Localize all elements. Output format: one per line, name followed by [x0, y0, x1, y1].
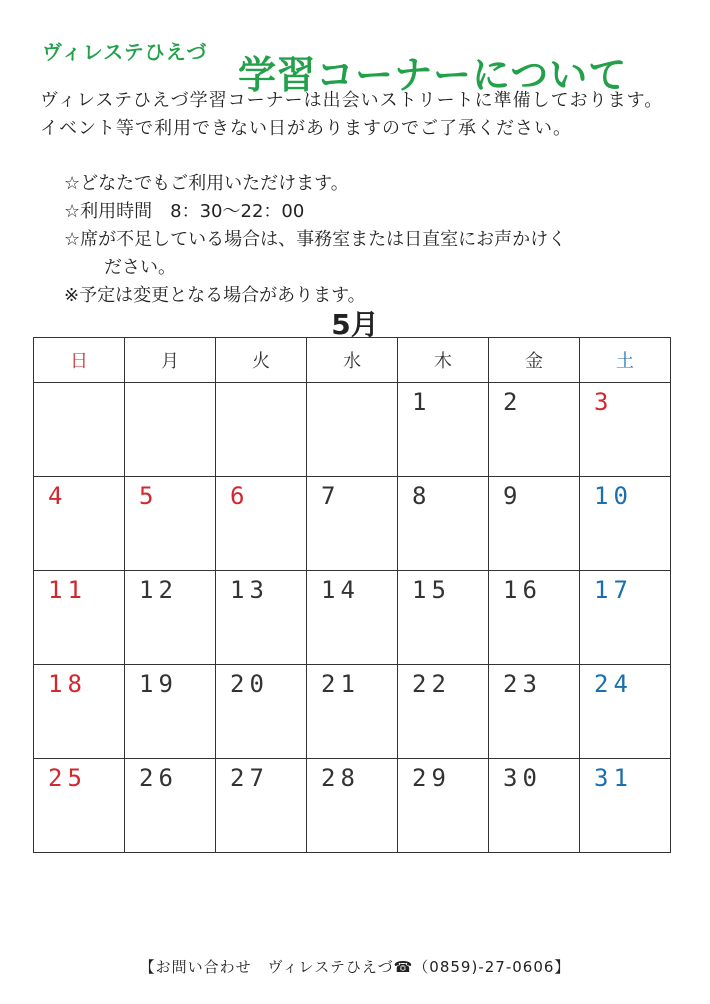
calendar-day-cell [580, 383, 671, 477]
calendar-day-cell [307, 383, 398, 477]
day-number: 12 [139, 576, 178, 604]
note-text: ☆席が不足している場合は、事務室または日直室にお声かけく [64, 229, 567, 250]
weekday-saturday: 土 [580, 338, 671, 383]
day-number: 10 [594, 482, 633, 510]
calendar-day-cell [398, 477, 489, 571]
note-item [64, 226, 684, 282]
day-number: 18 [48, 670, 87, 698]
calendar-week-row [34, 665, 671, 759]
day-number: 23 [503, 670, 542, 698]
calendar-day-cell [216, 477, 307, 571]
calendar-day-cell [125, 665, 216, 759]
calendar-day-cell [216, 759, 307, 853]
calendar-day-cell [307, 665, 398, 759]
note-item [64, 198, 684, 226]
weekday-monday: 月 [125, 338, 216, 383]
note-text-continued: ださい。 [104, 257, 176, 278]
day-number: 5 [139, 482, 159, 510]
day-number [216, 383, 306, 388]
day-number: 2 [503, 388, 523, 416]
calendar-day-cell [489, 571, 580, 665]
day-number: 26 [139, 764, 178, 792]
calendar-table [33, 337, 671, 853]
page-title: 学習コーナーについて [238, 53, 628, 97]
day-number: 24 [594, 670, 633, 698]
day-number: 16 [503, 576, 542, 604]
calendar-day-cell [34, 665, 125, 759]
calendar-day-cell [34, 477, 125, 571]
calendar-day-cell [34, 383, 125, 477]
day-number [34, 383, 124, 388]
calendar-day-cell [307, 571, 398, 665]
day-number: 9 [503, 482, 523, 510]
calendar-day-cell [34, 759, 125, 853]
day-number: 3 [594, 388, 614, 416]
calendar-day-cell [580, 759, 671, 853]
note-item [64, 170, 684, 198]
calendar-week-row [34, 759, 671, 853]
day-number: 17 [594, 576, 633, 604]
note-text: ☆どなたでもご利用いただけます。 [64, 173, 349, 194]
day-number: 7 [321, 482, 341, 510]
day-number: 31 [594, 764, 633, 792]
day-number: 8 [412, 482, 432, 510]
day-number: 6 [230, 482, 250, 510]
calendar-day-cell [216, 383, 307, 477]
day-number: 19 [139, 670, 178, 698]
day-number: 29 [412, 764, 451, 792]
calendar-day-cell [489, 477, 580, 571]
weekday-wednesday: 水 [307, 338, 398, 383]
day-number [307, 383, 397, 388]
calendar-day-cell [216, 665, 307, 759]
day-number: 15 [412, 576, 451, 604]
calendar-day-cell [398, 571, 489, 665]
calendar-day-cell [580, 665, 671, 759]
contact-info: 【お問い合わせ ヴィレステひえづ☎（0859)-27-0606】 [139, 958, 571, 976]
notes-list [64, 170, 684, 310]
calendar-day-cell [489, 383, 580, 477]
calendar-day-cell [307, 759, 398, 853]
calendar-day-cell [216, 571, 307, 665]
weekday-header-row [34, 338, 671, 383]
calendar-day-cell [125, 383, 216, 477]
calendar-day-cell [125, 477, 216, 571]
calendar-day-cell [398, 383, 489, 477]
calendar-day-cell [489, 759, 580, 853]
calendar-week-row [34, 477, 671, 571]
calendar-day-cell [580, 571, 671, 665]
note-text: ※予定は変更となる場合があります。 [64, 285, 366, 306]
day-number: 11 [48, 576, 87, 604]
day-number: 22 [412, 670, 451, 698]
calendar-day-cell [580, 477, 671, 571]
day-number: 1 [412, 388, 432, 416]
day-number: 14 [321, 576, 360, 604]
day-number: 20 [230, 670, 269, 698]
calendar-day-cell [489, 665, 580, 759]
weekday-thursday: 木 [398, 338, 489, 383]
calendar-day-cell [125, 759, 216, 853]
day-number: 21 [321, 670, 360, 698]
day-number: 28 [321, 764, 360, 792]
day-number [125, 383, 215, 388]
day-number: 13 [230, 576, 269, 604]
weekday-tuesday: 火 [216, 338, 307, 383]
calendar-day-cell [34, 571, 125, 665]
calendar-day-cell [125, 571, 216, 665]
calendar-day-cell [398, 665, 489, 759]
calendar-month: 5月 [331, 308, 379, 341]
intro-paragraph: ヴィレステひえづ学習コーナーは出会いストリートに準備しております。イベント等で利用できない日がありますのでご了承ください。 [40, 90, 664, 139]
facility-name: ヴィレステひえづ [42, 40, 208, 64]
weekday-friday: 金 [489, 338, 580, 383]
day-number: 25 [48, 764, 87, 792]
calendar-week-row [34, 383, 671, 477]
calendar-day-cell [307, 477, 398, 571]
note-text: ☆利用時間 8：30～22：00 [64, 201, 305, 222]
calendar-day-cell [398, 759, 489, 853]
day-number: 30 [503, 764, 542, 792]
calendar-body [34, 383, 671, 853]
day-number: 4 [48, 482, 68, 510]
weekday-sunday: 日 [34, 338, 125, 383]
day-number: 27 [230, 764, 269, 792]
calendar-week-row [34, 571, 671, 665]
